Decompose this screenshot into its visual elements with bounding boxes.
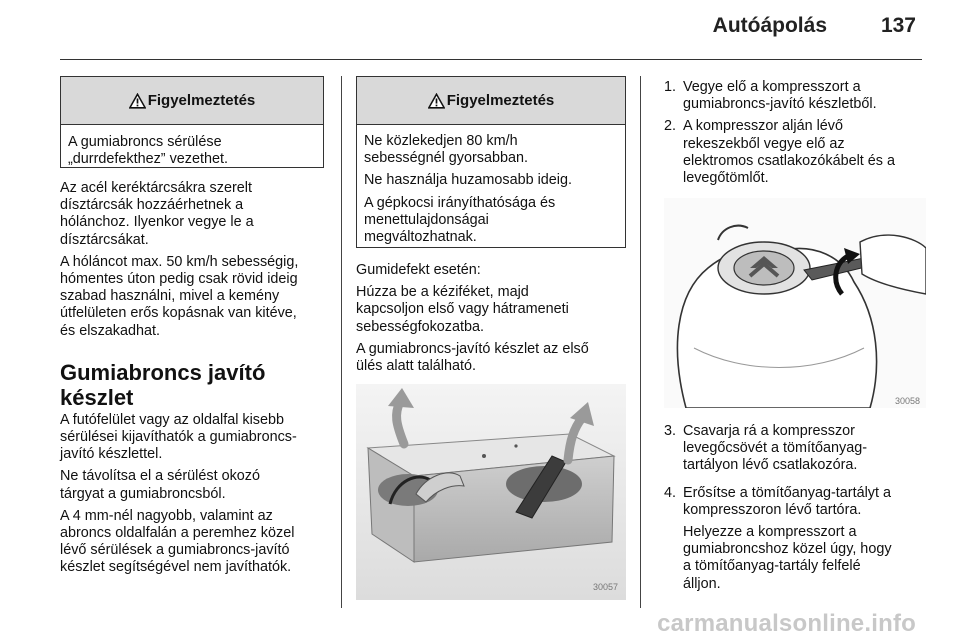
text-line: útfelületen erős kopásnak van kitéve, [60, 305, 297, 322]
text-line: dísztárcsák hozzáérhetnek a [60, 197, 244, 214]
text-line: „durrdefekthez” vezethet. [68, 151, 228, 168]
text-line: elektromos csatlakozókábelt és a [683, 152, 895, 169]
warning-paragraph [364, 172, 618, 189]
figure-number: 30058 [894, 396, 920, 406]
text-line: kompresszoron lévő tartóra. [683, 501, 862, 518]
paragraph-flat-tyre [356, 262, 626, 279]
text-line: A kompresszor alján lévő [683, 118, 843, 135]
warning-triangle-icon [428, 93, 445, 109]
step-number: 1. [664, 79, 677, 95]
text-line: ülés alatt található. [356, 358, 477, 375]
text-line: készlet segítségével nem javíthatók. [60, 559, 292, 576]
figure-number: 30057 [592, 582, 618, 592]
text-line: Ne távolítsa el a sérülést okozó [60, 468, 260, 485]
text-line: levegőcsövét a tömítőanyag- [683, 440, 867, 457]
text-line: Vegye elő a kompresszort a [683, 79, 861, 95]
step-number: 3. [664, 423, 677, 439]
text-line: abroncs oldalfalán a peremhez közel [60, 525, 295, 542]
step-item [664, 423, 928, 480]
warning-box-2 [356, 76, 626, 248]
step-item [664, 79, 928, 113]
figure-repair-kit-box [356, 384, 626, 600]
text-line: A gumiabroncs sérülése [68, 134, 222, 150]
text-line: lévő sérülések a gumiabroncs-javító [60, 542, 290, 559]
text-line: A 4 mm-nél nagyobb, valamint az [60, 507, 273, 524]
column-divider-1 [341, 76, 342, 608]
figure-compressor [664, 198, 926, 408]
text-line: hólánchoz. Ilyenkor vegye le a [60, 214, 254, 231]
warning-box-1 [60, 76, 324, 168]
step-number: 2. [664, 118, 677, 135]
warning-title: Figyelmeztetés [147, 92, 256, 109]
text-line: javító készlettel. [60, 446, 163, 463]
paragraph-snow-chains [60, 254, 326, 340]
text-line: Húzza be a kéziféket, majd [356, 284, 529, 301]
text-line: a tömítőanyag-tartály felfelé [683, 558, 861, 575]
text-line: megváltozhatnak. [364, 229, 477, 246]
warning-text [68, 134, 316, 168]
text-line: Gumidefekt esetén: [356, 262, 481, 278]
paragraph-handbrake [356, 284, 626, 336]
warning-paragraph [364, 195, 618, 247]
paragraph-repairable [60, 412, 326, 464]
repair-kit-box-illustration [356, 384, 626, 600]
steps-list-bottom [664, 423, 928, 603]
heading-line: készlet [60, 384, 134, 410]
warning-body [357, 125, 625, 254]
text-line: álljon. [683, 575, 721, 592]
step-paragraph [683, 524, 928, 593]
compressor-illustration [664, 198, 926, 408]
watermark: carmanualsonline.info [657, 610, 916, 637]
text-line: Csavarja rá a kompresszor [683, 423, 855, 439]
text-line: hómentes úton pedig csak rövid ideig [60, 271, 298, 288]
text-line: kapcsoljon első vagy hátrameneti [356, 301, 569, 318]
step-item [664, 118, 928, 187]
text-line: A gépkocsi irányíthatósága és [364, 194, 556, 211]
text-line: Helyezze a kompresszort a [683, 524, 857, 541]
warning-body [61, 125, 323, 176]
warning-header [357, 77, 625, 125]
page-number: 137 [880, 14, 916, 37]
paragraph-kit-location [356, 341, 626, 375]
header-divider [60, 59, 922, 60]
text-line: menettulajdonságai [364, 211, 489, 228]
text-line: szabad használni, mivel a kemény [60, 288, 280, 305]
text-line: levegőtömlőt. [683, 170, 769, 187]
text-line: tartályon lévő csatlakozóra. [683, 457, 858, 474]
step-paragraph [683, 423, 928, 475]
text-line: A futófelület vagy az oldalfal kisebb [60, 411, 284, 428]
step-text [683, 485, 928, 598]
text-line: és elszakadhat. [60, 322, 160, 339]
text-line: gumiabroncs-javító készletből. [683, 96, 877, 113]
text-line: rekeszekből vegye elő az [683, 135, 845, 152]
paragraph-do-not-remove [60, 468, 326, 502]
paragraph-hubcaps [60, 180, 326, 249]
warning-paragraph [364, 133, 618, 167]
steps-list-top [664, 79, 928, 192]
text-line: sebességfokozatba. [356, 318, 485, 335]
warning-header [61, 77, 323, 125]
step-number: 4. [664, 484, 677, 501]
step-text [683, 423, 928, 480]
step-item [664, 485, 928, 598]
warning-triangle-icon [129, 93, 146, 109]
column-2-text [356, 262, 626, 380]
column-1-text [60, 180, 326, 582]
step-text [683, 79, 928, 113]
section-title: Autóápolás [712, 14, 827, 37]
text-line: Az acél keréktárcsákra szerelt [60, 180, 252, 196]
text-line: sérülései kijavíthatók a gumiabroncs- [60, 429, 297, 446]
paragraph-not-repairable [60, 508, 326, 577]
column-divider-2 [640, 76, 641, 608]
text-line: A gumiabroncs-javító készlet az első [356, 340, 589, 357]
step-paragraph [683, 485, 928, 519]
text-line: Ne közlekedjen 80 km/h [364, 133, 518, 149]
warning-title: Figyelmeztetés [446, 92, 555, 109]
text-line: dísztárcsákat. [60, 231, 149, 248]
text-line: Erősítse a tömítőanyag-tartályt a [683, 484, 891, 501]
text-line: gumiabroncshoz közel úgy, hogy [683, 541, 892, 558]
heading-line: Gumiabroncs javító [60, 359, 266, 385]
text-line: Ne használja huzamosabb ideig. [364, 172, 572, 189]
step-text [683, 118, 928, 187]
text-line: A hóláncot max. 50 km/h sebességig, [60, 253, 299, 270]
text-line: sebességnél gyorsabban. [364, 150, 529, 167]
text-line: tárgyat a gumiabroncsból. [60, 485, 226, 502]
section-heading [60, 360, 326, 410]
